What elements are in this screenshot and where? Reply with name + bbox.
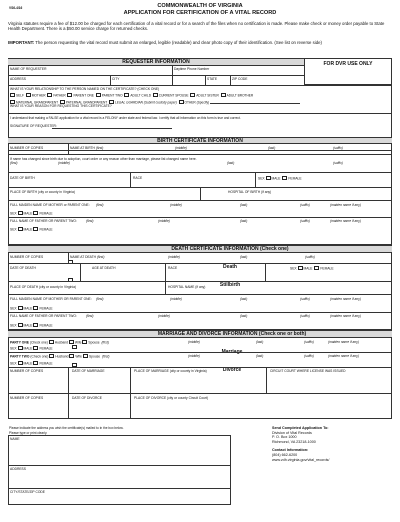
party-two-sex: SEX MALE FEMALE bbox=[10, 361, 53, 366]
birth-father-label: FULL NAME OF FATHER OR PARENT TWO: bbox=[10, 219, 77, 223]
bf-sex-female-checkbox[interactable] bbox=[33, 227, 38, 231]
dm-last-hint: (last) bbox=[240, 297, 248, 301]
dob-input[interactable] bbox=[40, 175, 128, 181]
bf-first-hint: (first) bbox=[86, 219, 94, 223]
df-suffix-hint: (suffix) bbox=[300, 314, 310, 318]
podiv-input[interactable] bbox=[132, 401, 390, 417]
bm-sex-male-checkbox[interactable] bbox=[18, 211, 23, 215]
requester-band bbox=[8, 58, 304, 66]
zip-label: ZIP CODE bbox=[232, 77, 248, 81]
bf-maiden-hint: (maiden name if any) bbox=[330, 219, 361, 223]
state-input[interactable] bbox=[207, 81, 229, 85]
changed-middle-hint: (middle) bbox=[58, 161, 70, 165]
important-text: The person requesting the vital record must submit an enlarged, legible (readable) and clear photo copy of their identification. (See list on reverse side) bbox=[34, 40, 322, 45]
header-line-1: COMMONWEALTH OF VIRGINIA bbox=[157, 3, 243, 9]
signature-line[interactable] bbox=[52, 128, 172, 129]
contact-phone: (804) 662-6200 bbox=[272, 452, 298, 457]
requester-band-title: REQUESTER INFORMATION bbox=[122, 59, 190, 65]
df-sex-male-checkbox[interactable] bbox=[18, 323, 23, 327]
birth-copies-label: NUMBER OF COPIES bbox=[10, 146, 44, 150]
bf-suffix-hint: (suffix) bbox=[300, 219, 310, 223]
p2-middle-hint: (middle) bbox=[188, 354, 200, 358]
birth-place-label: PLACE OF BIRTH (city or county in Virginia) bbox=[10, 190, 75, 194]
party-one-sex: SEX MALE FEMALE bbox=[10, 346, 53, 351]
dm-suffix-hint: (suffix) bbox=[300, 297, 310, 301]
death-mother-label: FULL MAIDEN NAME OF MOTHER OR PARENT ONE: bbox=[10, 297, 92, 301]
important-label: IMPORTANT: bbox=[8, 40, 35, 45]
death-name-label: NAME AT DEATH (first) bbox=[70, 255, 105, 259]
address-input[interactable] bbox=[10, 81, 108, 85]
dm-maiden-hint: (maiden name if any) bbox=[330, 297, 361, 301]
bm-suffix-hint: (suffix) bbox=[300, 203, 310, 207]
dm-sex-female-checkbox[interactable] bbox=[33, 306, 38, 310]
mailing-name-label: NAME bbox=[10, 437, 20, 441]
other-specify-input[interactable] bbox=[210, 101, 300, 104]
form-header bbox=[0, 3, 400, 16]
dom-input[interactable] bbox=[70, 374, 128, 392]
city-input[interactable] bbox=[112, 81, 202, 85]
circuit-court-label: CIRCUIT COURT WHERE LICENSE WAS ISSUED bbox=[270, 369, 346, 373]
bf-middle-hint: (middle) bbox=[158, 219, 170, 223]
state-label: STATE bbox=[207, 77, 218, 81]
birth-band-title: BIRTH CERTIFICATE INFORMATION bbox=[157, 138, 243, 144]
changed-suffix-hint: (suffix) bbox=[333, 161, 343, 165]
df-maiden-hint: (maiden name if any) bbox=[330, 314, 361, 318]
address-label: ADDRESS bbox=[10, 77, 26, 81]
dob-label: DATE OF BIRTH bbox=[10, 176, 35, 180]
rel-checkbox[interactable] bbox=[124, 93, 129, 97]
death-copies-input[interactable] bbox=[10, 259, 66, 263]
death-band-title: DEATH CERTIFICATE INFORMATION (Check one) Death Stillbirth bbox=[8, 246, 392, 289]
felony-statement: I understand that making a FALSE application for a vital record is a FELONY under state and federal law. I certify that all information on this form is true and correct. bbox=[10, 116, 241, 120]
death-father-input[interactable] bbox=[10, 318, 390, 322]
bm-sex-female-checkbox[interactable] bbox=[33, 211, 38, 215]
death-sex-male-checkbox[interactable] bbox=[298, 266, 303, 270]
rel-checkbox[interactable] bbox=[26, 93, 31, 97]
birth-father-sex: SEX MALE FEMALE bbox=[10, 227, 53, 232]
p1-sex-male-checkbox[interactable] bbox=[18, 346, 23, 350]
rel-checkbox[interactable] bbox=[47, 93, 52, 97]
p1-husband-checkbox[interactable] bbox=[49, 340, 54, 344]
dod-label: DATE OF DEATH bbox=[10, 266, 36, 270]
send-to-block bbox=[272, 426, 396, 462]
death-middle-hint: (middle) bbox=[168, 255, 180, 259]
mailing-instruction: Please indicate the address you wish the certificate(s) mailed to in the box below. bbox=[9, 426, 124, 430]
dodiv-input[interactable] bbox=[70, 401, 128, 417]
mailing-name-input[interactable] bbox=[10, 442, 229, 462]
circuit-court-input[interactable] bbox=[268, 374, 390, 392]
marriage-band-title: MARRIAGE AND DIVORCE INFORMATION (Check one or both) Marriage Divorce bbox=[8, 331, 392, 374]
mailing-address-label: ADDRESS bbox=[10, 467, 26, 471]
death-sex: SEX MALE FEMALE bbox=[290, 266, 334, 271]
relationship-row-1: SELF MOTHER FATHER PARENT ONE PARENT TWO ADULT CHILD CURRENT SPOUSE ADULT SISTER ADULT BROTHER bbox=[10, 93, 253, 98]
p1-maiden-hint: (maiden name if any) bbox=[328, 340, 359, 344]
birth-place-input[interactable] bbox=[10, 194, 198, 199]
death-father-sex: SEX MALE FEMALE bbox=[10, 323, 53, 328]
birth-band bbox=[8, 137, 392, 144]
birth-name-input[interactable] bbox=[70, 150, 390, 154]
birth-middle-hint: (middle) bbox=[175, 146, 187, 150]
bm-first-hint: (first) bbox=[96, 203, 104, 207]
bm-maiden-hint: (maiden name if any) bbox=[330, 203, 361, 207]
death-suffix-hint: (suffix) bbox=[305, 255, 315, 259]
divorce-copies-input[interactable] bbox=[10, 401, 66, 417]
p1-spouse-checkbox[interactable] bbox=[82, 340, 87, 344]
pom-label: PLACE OF MARRIAGE (city or county in Virginia) bbox=[134, 369, 207, 373]
death-last-hint: (last) bbox=[240, 255, 248, 259]
party-two-row: PARTY TWO (Check one) Husband Wife Spouse (first) bbox=[10, 354, 110, 359]
important-notice bbox=[8, 40, 392, 45]
fee-notice: Virginia statutes require a fee of $12.00 be charged for each certification of a vital record or for a search of the files when no certification is made. Please make check or money order payable to State Health Department. There is a $50.00 service charge for returned checks. bbox=[8, 21, 385, 32]
birth-suffix-hint: (suffix) bbox=[333, 146, 343, 150]
city-label: CITY bbox=[112, 77, 120, 81]
marriage-copies-label: NUMBER OF COPIES bbox=[10, 369, 44, 373]
birth-sex-male-checkbox[interactable] bbox=[266, 176, 271, 180]
party-one-row: PARTY ONE (Check one) Husband Wife Spouse (first) bbox=[10, 340, 109, 345]
death-hospital-input[interactable] bbox=[168, 289, 390, 293]
dod-input[interactable] bbox=[10, 271, 78, 279]
birth-copies-input[interactable] bbox=[10, 150, 66, 154]
birth-race-input[interactable] bbox=[150, 175, 253, 181]
birth-sex-female-checkbox[interactable] bbox=[282, 176, 287, 180]
reason-question: WHAT IS YOUR REASON FOR REQUESTING THIS CERTIFICATE? bbox=[10, 104, 112, 108]
rel-checkbox[interactable] bbox=[10, 93, 15, 97]
death-name-input[interactable] bbox=[70, 259, 390, 263]
send-to-line-1: Division of Vital Records bbox=[272, 430, 312, 435]
p2-wife-checkbox[interactable] bbox=[69, 354, 74, 358]
requester-name-input[interactable] bbox=[12, 71, 170, 75]
party-two-name-input[interactable] bbox=[130, 358, 390, 361]
relationship-row-2: MATERNAL GRANDPARENT PATERNAL GRANDPARENT LEGAL GUARDIAN (Submit custody paper) OTHER (Specify) bbox=[10, 100, 300, 105]
dm-first-hint: (first) bbox=[96, 297, 104, 301]
rel-checkbox[interactable] bbox=[190, 93, 195, 97]
birth-sex: SEX MALE FEMALE bbox=[258, 176, 302, 181]
birth-mother-input[interactable] bbox=[10, 207, 390, 211]
p2-sex-female-checkbox[interactable] bbox=[33, 361, 38, 365]
p2-husband-checkbox[interactable] bbox=[49, 354, 54, 358]
bf-last-hint: (last) bbox=[240, 219, 248, 223]
party-one-name-input[interactable] bbox=[130, 344, 390, 347]
birth-mother-label: FULL MAIDEN NAME OF MOTHER or PARENT ONE: bbox=[10, 203, 90, 207]
age-input[interactable] bbox=[82, 271, 162, 279]
df-middle-hint: (middle) bbox=[158, 314, 170, 318]
p2-last-hint: (last) bbox=[256, 354, 264, 358]
death-place-label: PLACE OF DEATH (city or county in Virginia) bbox=[10, 285, 77, 289]
birth-race-label: RACE bbox=[133, 176, 143, 180]
phone-label: Daytime Phone Number bbox=[174, 67, 210, 71]
p1-wife-checkbox[interactable] bbox=[69, 340, 74, 344]
birth-father-input[interactable] bbox=[10, 223, 390, 227]
dm-middle-hint: (middle) bbox=[170, 297, 182, 301]
send-to-title: Send Completed Application To: bbox=[272, 426, 329, 430]
contact-title: Contact Information: bbox=[272, 448, 309, 453]
marriage-copies-input[interactable] bbox=[10, 374, 66, 392]
rel-checkbox[interactable] bbox=[67, 93, 72, 97]
dodiv-label: DATE OF DIVORCE bbox=[72, 396, 102, 400]
bm-middle-hint: (middle) bbox=[170, 203, 182, 207]
death-sex-female-checkbox[interactable] bbox=[314, 266, 319, 270]
contact-website-link[interactable]: www.vdh.virginia.gov/vital_records/ bbox=[272, 457, 330, 462]
phone-input[interactable] bbox=[174, 71, 302, 75]
relationship-question: WHAT IS YOUR RELATIONSHIP TO THE PERSON NAMED ON THE CERTIFICATE? (CHECK ONE) bbox=[10, 87, 160, 91]
birth-last-hint: (last) bbox=[268, 146, 276, 150]
dvr-use-label: FOR DVR USE ONLY bbox=[323, 61, 373, 67]
birth-hospital-input[interactable] bbox=[202, 194, 390, 199]
df-sex-female-checkbox[interactable] bbox=[33, 323, 38, 327]
death-hospital-label: HOSPITAL NAME (if any) bbox=[168, 285, 206, 289]
signature-label: SIGNATURE OF REQUESTER: bbox=[10, 124, 57, 128]
death-mother-sex: SEX MALE FEMALE bbox=[10, 306, 53, 311]
bf-sex-male-checkbox[interactable] bbox=[18, 227, 23, 231]
requester-name-label: NAME OF REQUESTER bbox=[10, 67, 47, 71]
birth-name-label: NAME AT BIRTH (first) bbox=[70, 146, 104, 150]
death-copies-label: NUMBER OF COPIES bbox=[10, 255, 44, 259]
changed-last-hint: (last) bbox=[227, 161, 235, 165]
age-label: AGE AT DEATH bbox=[92, 266, 116, 270]
bm-last-hint: (last) bbox=[240, 203, 248, 207]
mailing-city-input[interactable] bbox=[10, 495, 229, 504]
send-to-line-3: Richmond, VA 23218-1000 bbox=[272, 439, 316, 444]
mailing-city-label: CITY/STATE/ZIP CODE bbox=[10, 490, 45, 494]
p2-sex-male-checkbox[interactable] bbox=[18, 361, 23, 365]
mailing-print-note: Please type or print clearly. bbox=[9, 431, 48, 435]
death-race-label: RACE bbox=[168, 266, 178, 270]
send-to-line-2: P. O. Box 1000 bbox=[272, 435, 297, 440]
p1-sex-female-checkbox[interactable] bbox=[33, 346, 38, 350]
rel-checkbox[interactable] bbox=[153, 93, 158, 97]
podiv-label: PLACE OF DIVORCE (city or county Circuit Court) bbox=[134, 396, 209, 400]
p2-suffix-hint: (suffix) bbox=[304, 354, 314, 358]
df-first-hint: (first) bbox=[86, 314, 94, 318]
p2-spouse-checkbox[interactable] bbox=[83, 354, 88, 358]
dom-label: DATE OF MARRIAGE bbox=[72, 369, 105, 373]
changed-name-note: If name has changed since birth due to adoption, court order or any reason other than marriage, please list changed name here. bbox=[10, 157, 197, 161]
p1-suffix-hint: (suffix) bbox=[304, 340, 314, 344]
header-line-2: APPLICATION FOR CERTIFICATION OF A VITAL RECORD bbox=[123, 9, 277, 16]
death-place-input[interactable] bbox=[10, 289, 163, 293]
birth-mother-sex: SEX MALE FEMALE bbox=[10, 211, 53, 216]
form-id: VS6-4/16 bbox=[9, 6, 23, 10]
death-father-label: FULL NAME OF FATHER OR PARENT TWO: bbox=[10, 314, 77, 318]
p1-middle-hint: (middle) bbox=[188, 340, 200, 344]
changed-first-hint: (first) bbox=[10, 161, 18, 165]
df-last-hint: (last) bbox=[240, 314, 248, 318]
rel-checkbox[interactable] bbox=[179, 100, 184, 104]
p1-last-hint: (last) bbox=[256, 340, 264, 344]
divorce-copies-label: NUMBER OF COPIES bbox=[10, 396, 44, 400]
pom-input[interactable] bbox=[132, 374, 264, 392]
zip-input[interactable] bbox=[232, 81, 302, 85]
death-mother-input[interactable] bbox=[10, 301, 390, 305]
rel-checkbox[interactable] bbox=[221, 93, 226, 97]
death-race-input[interactable] bbox=[168, 271, 263, 279]
dvr-use-box bbox=[304, 58, 392, 85]
rel-checkbox[interactable] bbox=[96, 93, 101, 97]
dm-sex-male-checkbox[interactable] bbox=[18, 306, 23, 310]
changed-name-input[interactable] bbox=[10, 165, 390, 171]
birth-hospital-label: HOSPITAL OF BIRTH (if any) bbox=[228, 190, 272, 194]
mailing-address-input[interactable] bbox=[10, 472, 229, 486]
p2-maiden-hint: (maiden name if any) bbox=[328, 354, 359, 358]
